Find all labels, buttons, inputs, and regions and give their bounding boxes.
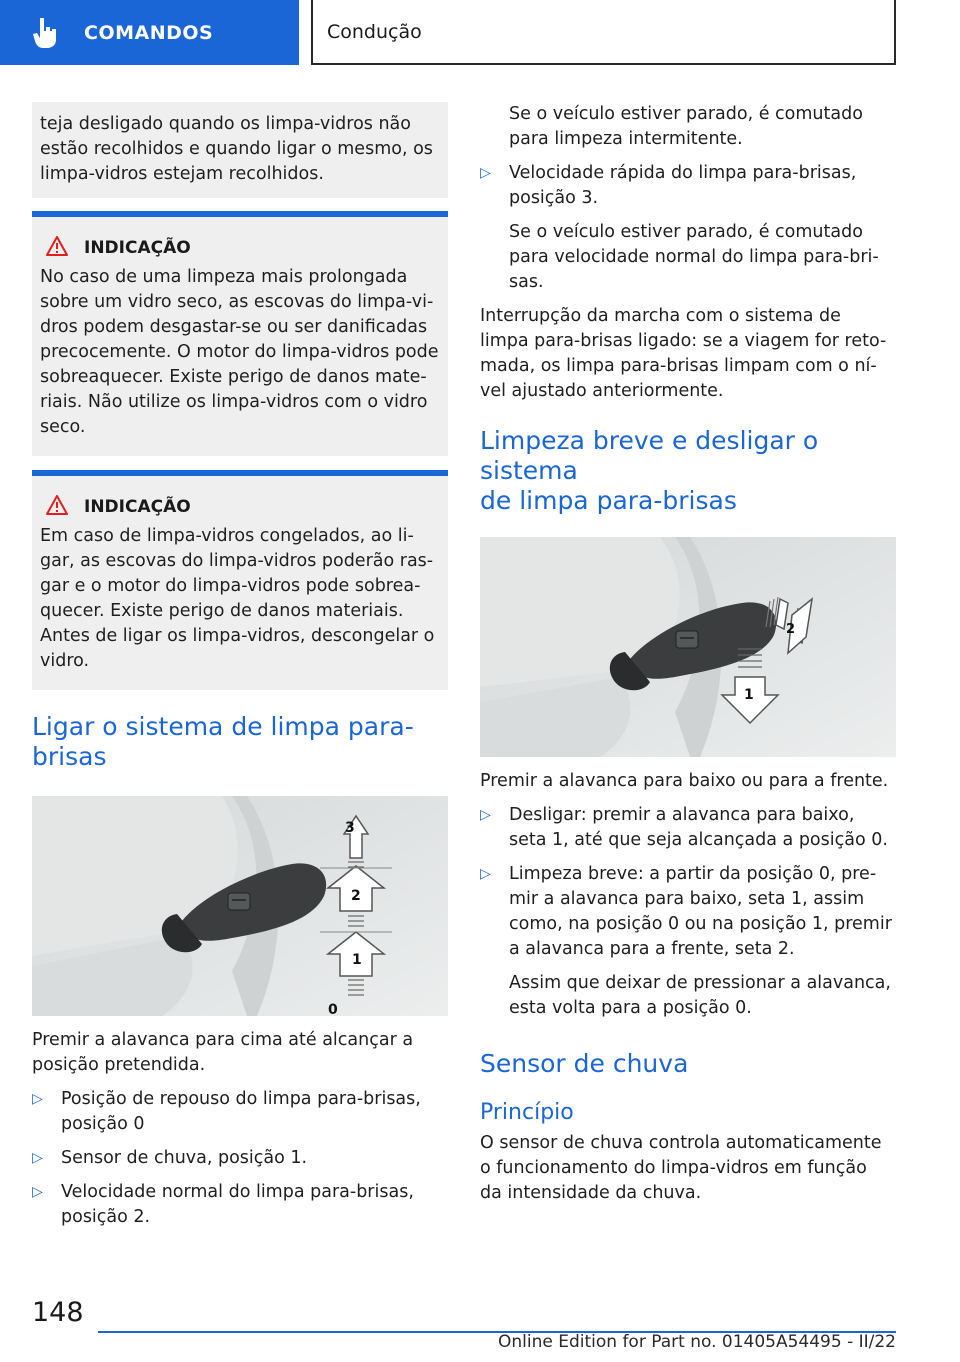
list-item-line: posição 3. xyxy=(509,188,599,208)
list-item xyxy=(32,1146,448,1171)
list-item-line: a alavanca para a frente, seta 2. xyxy=(509,939,795,959)
warning-line: Em caso de limpa-vidros congelados, ao li- xyxy=(40,526,414,546)
wiper-lever-down-figure xyxy=(480,537,896,757)
list-item-line: como, na posição 0 ou na posição 1, premir xyxy=(509,914,892,934)
position-label-0: 0 xyxy=(328,1002,338,1016)
continuation xyxy=(480,220,896,295)
warning-box xyxy=(32,470,448,690)
text-line: esta volta para a posição 0. xyxy=(509,998,752,1018)
list-item xyxy=(480,862,896,962)
list-item-line: Desligar: premir a alavanca para baixo, xyxy=(509,805,855,825)
warning-line: Antes de ligar os limpa-vidros, descongelar o xyxy=(40,626,435,646)
list-item xyxy=(480,803,896,853)
left-column xyxy=(32,102,448,1230)
heading-line: brisas xyxy=(32,742,107,771)
instruction xyxy=(32,1028,448,1078)
chapter-label: Condução xyxy=(327,20,422,43)
warning-line: precocemente. O motor do limpa-vidros pode xyxy=(40,342,439,362)
triangle-right-icon: ▷ xyxy=(480,165,491,181)
warning-triangle-icon xyxy=(46,236,68,260)
list-item-line: seta 1, até que seja alcançada a posição 0. xyxy=(509,830,888,850)
arrow-label-1: 1 xyxy=(352,952,362,968)
warning-line: seco. xyxy=(40,417,86,437)
triangle-right-icon: ▷ xyxy=(480,807,491,823)
warning-header xyxy=(46,492,440,522)
list-item-line: Posição de repouso do limpa para-brisas, xyxy=(61,1089,421,1109)
edition-text: Online Edition for Part no. 01405A54495 - II/22 xyxy=(497,1332,896,1352)
text-line: vel ajustado anteriormente. xyxy=(480,381,724,401)
list-item-line: Velocidade rápida do limpa para-brisas, xyxy=(509,163,857,183)
arrow-label-2: 2 xyxy=(351,888,361,904)
section-label: COMANDOS xyxy=(84,21,214,44)
text-line: Interrupção da marcha com o sistema de xyxy=(480,306,841,326)
warning-line: sobre um vidro seco, as escovas do limpa-vi- xyxy=(40,292,434,312)
heading-line: de limpa para-brisas xyxy=(480,486,737,515)
text-line: mada, os limpa para-brisas limpam com o ní- xyxy=(480,356,877,376)
list-item xyxy=(480,161,896,211)
continued-note xyxy=(32,102,448,198)
warning-title: INDICAÇÃO xyxy=(84,238,191,258)
instruction: Premir a alavanca para baixo ou para a frente. xyxy=(480,771,889,791)
page-number: 148 xyxy=(32,1297,84,1328)
text-line: para velocidade normal do limpa para-bri- xyxy=(509,247,879,267)
warning-line: dros podem desgastar-se ou ser danificadas xyxy=(40,317,428,337)
text-line: Se o veículo estiver parado, é comutado xyxy=(509,222,863,242)
warning-line: vidro. xyxy=(40,651,90,671)
arrow-label-2: 2 xyxy=(786,622,796,637)
list-item-line: Limpeza breve: a partir da posição 0, pre- xyxy=(509,864,877,884)
list-item-line: Velocidade normal do limpa para-brisas, xyxy=(61,1182,414,1202)
subsection-heading: Princípio xyxy=(480,1100,574,1125)
continuation xyxy=(480,102,896,152)
warning-line: gar, as escovas do limpa-vidros poderão ras- xyxy=(40,551,434,571)
warning-line: riais. Não utilize os limpa-vidros com o vidro xyxy=(40,392,428,412)
text-line: o funcionamento do limpa-vidros em função xyxy=(480,1158,867,1178)
paragraph xyxy=(480,1131,896,1206)
wiper-lever-up-figure xyxy=(32,796,448,1016)
text-line: Se o veículo estiver parado, é comutado xyxy=(509,104,863,124)
section-tab xyxy=(0,0,299,65)
warning-line: gar e o motor do limpa-vidros pode sobrea- xyxy=(40,576,421,596)
triangle-right-icon: ▷ xyxy=(32,1150,43,1166)
chapter-header xyxy=(311,0,896,65)
section-heading xyxy=(480,426,896,516)
list-item-line: mir a alavanca para baixo, seta 1, assim xyxy=(509,889,865,909)
arrow-label-1: 1 xyxy=(744,687,754,703)
note-line: estão recolhidos e quando ligar o mesmo, os xyxy=(40,139,433,159)
section-heading xyxy=(32,712,448,772)
list-item xyxy=(32,1180,448,1230)
paragraph xyxy=(480,304,896,404)
text-line: Assim que deixar de pressionar a alavanca, xyxy=(509,973,891,993)
text-line: sas. xyxy=(509,272,544,292)
heading-line: Ligar o sistema de limpa para- xyxy=(32,712,414,741)
list-item-line: posição 0 xyxy=(61,1114,145,1134)
section-heading: Sensor de chuva xyxy=(480,1049,689,1078)
warning-title: INDICAÇÃO xyxy=(84,497,191,517)
warning-line: quecer. Existe perigo de danos materiais. xyxy=(40,601,404,621)
triangle-right-icon: ▷ xyxy=(480,866,491,882)
text-line: para limpeza intermitente. xyxy=(509,129,743,149)
list-item-line: posição 2. xyxy=(61,1207,151,1227)
warning-line: No caso de uma limpeza mais prolongada xyxy=(40,267,408,287)
triangle-right-icon: ▷ xyxy=(32,1091,43,1107)
warning-line: sobreaquecer. Existe perigo de danos mate- xyxy=(40,367,427,387)
text-line: da intensidade da chuva. xyxy=(480,1183,702,1203)
text-line: limpa para-brisas ligado: se a viagem for reto- xyxy=(480,331,887,351)
note-line: limpa-vidros estejam recolhidos. xyxy=(40,164,324,184)
warning-box xyxy=(32,211,448,456)
continuation xyxy=(480,971,896,1021)
right-column xyxy=(480,102,896,1206)
warning-header xyxy=(46,233,440,263)
heading-line: Limpeza breve e desligar o sistema xyxy=(480,426,819,485)
arrow-label-3: 3 xyxy=(345,820,355,836)
text-line: Premir a alavanca para cima até alcançar a xyxy=(32,1030,414,1050)
text-line: posição pretendida. xyxy=(32,1055,206,1075)
text-line: O sensor de chuva controla automaticamente xyxy=(480,1133,882,1153)
hand-pointer-icon xyxy=(26,13,66,53)
triangle-right-icon: ▷ xyxy=(32,1184,43,1200)
list-item-line: Sensor de chuva, posição 1. xyxy=(61,1148,308,1168)
note-line: teja desligado quando os limpa-vidros não xyxy=(40,114,411,134)
warning-triangle-icon xyxy=(46,495,68,519)
list-item xyxy=(32,1087,448,1137)
